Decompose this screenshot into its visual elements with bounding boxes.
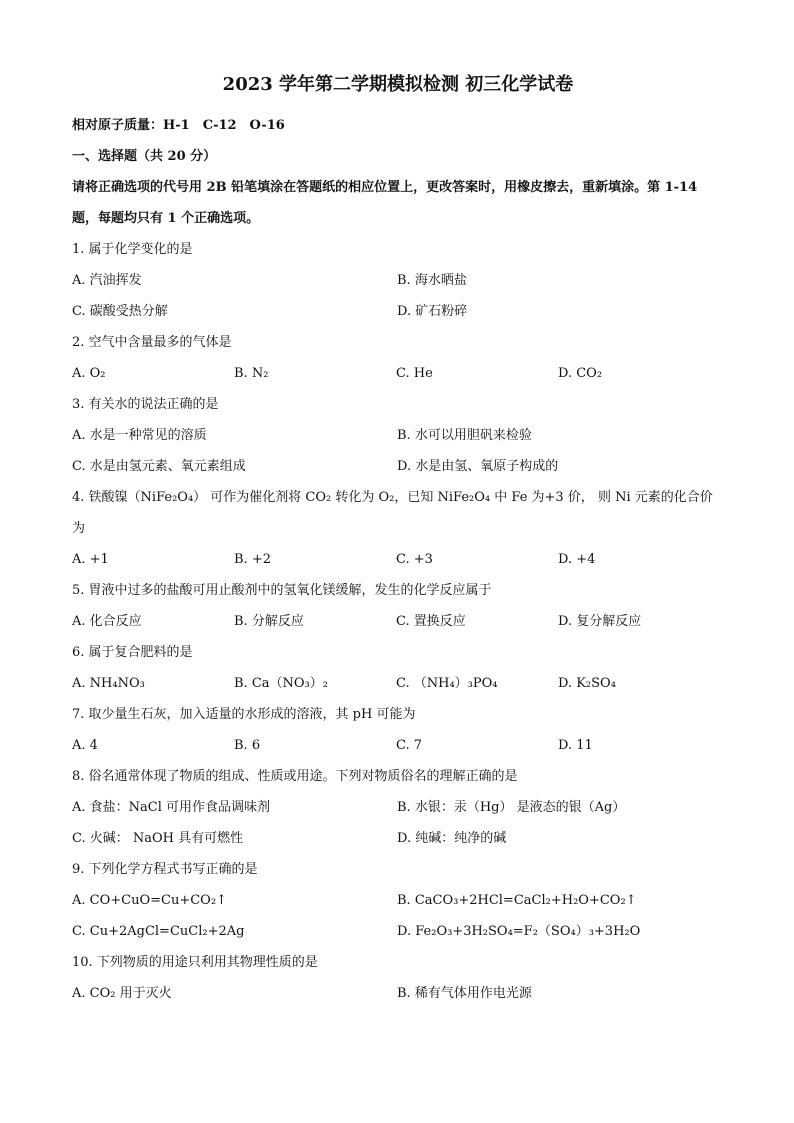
- option-c: C. 碳酸受热分解: [72, 304, 168, 319]
- option-row: [72, 916, 724, 947]
- option-row: [72, 668, 724, 699]
- question-stem: 10. 下列物质的用途只利用其物理性质的是: [72, 955, 318, 970]
- option-d: D. CO₂: [558, 366, 603, 381]
- option-row: [72, 358, 724, 389]
- option-row: [72, 544, 724, 575]
- option-row: [72, 730, 724, 761]
- question-stem: 3. 有关水的说法正确的是: [72, 397, 219, 412]
- option-row: [72, 823, 724, 854]
- option-a: A. 汽油挥发: [72, 273, 142, 288]
- option-d: D. 矿石粉碎: [397, 304, 468, 319]
- option-b: B. 稀有气体用作电光源: [397, 986, 532, 1001]
- option-b: B. 6: [234, 738, 261, 753]
- option-a: A. 4: [72, 738, 98, 753]
- option-d: D. 11: [558, 738, 593, 753]
- question-stem: 7. 取少量生石灰，加入适量的水形成的溶液，其 pH 可能为: [72, 707, 416, 722]
- option-d: D. +4: [558, 552, 596, 567]
- option-b: B. Ca（NO₃）₂: [234, 676, 328, 691]
- option-row: [72, 265, 724, 296]
- question-stem: 5. 胃液中过多的盐酸可用止酸剂中的氢氧化镁缓解，发生的化学反应属于: [72, 583, 492, 598]
- option-d: D. 水是由氢、氧原子构成的: [397, 459, 559, 474]
- option-b: B. N₂: [234, 366, 269, 381]
- option-a: A. CO₂ 用于灭火: [72, 986, 172, 1001]
- question-stem: 9. 下列化学方程式书写正确的是: [72, 862, 258, 877]
- option-a: A. CO+CuO=Cu+CO₂↑: [72, 893, 227, 908]
- option-b: B. +2: [234, 552, 271, 567]
- option-a: A. 水是一种常见的溶质: [72, 428, 207, 443]
- option-b: B. 水银：汞（Hg） 是液态的银（Ag）: [397, 800, 626, 815]
- option-a: A. O₂: [72, 366, 106, 381]
- option-a: A. 食盐：NaCl 可用作食品调味剂: [72, 800, 271, 815]
- option-row: [72, 792, 724, 823]
- option-d: D. 复分解反应: [558, 614, 642, 629]
- option-row: [72, 978, 724, 1009]
- option-b: B. 分解反应: [234, 614, 304, 629]
- exam-page: [72, 70, 724, 1009]
- question-stem: 4. 铁酸镍（NiFe₂O₄） 可作为催化剂将 CO₂ 转化为 O₂，已知 NiFe₂O₄ 中 Fe 为+3 价， 则 Ni 元素的化合价为: [72, 490, 713, 536]
- option-c: C. 火碱： NaOH 具有可燃性: [72, 831, 244, 846]
- option-c: C. 7: [396, 738, 423, 753]
- option-c: C. He: [396, 366, 433, 381]
- option-c: C. （NH₄）₃PO₄: [396, 676, 498, 691]
- option-b: B. 水可以用胆矾来检验: [397, 428, 532, 443]
- page-title: 2023 学年第二学期模拟检测 初三化学试卷: [222, 74, 574, 95]
- question-stem: 1. 属于化学变化的是: [72, 242, 193, 257]
- option-row: [72, 451, 724, 482]
- option-c: C. +3: [396, 552, 433, 567]
- option-d: D. 纯碱：纯净的碱: [397, 831, 507, 846]
- option-d: D. Fe₂O₃+3H₂SO₄=F₂（SO₄）₃+3H₂O: [397, 924, 641, 939]
- option-b: B. CaCO₃+2HCl=CaCl₂+H₂O+CO₂↑: [397, 893, 637, 908]
- question-stem: 2. 空气中含量最多的气体是: [72, 335, 232, 350]
- option-row: [72, 885, 724, 916]
- option-c: C. 水是由氢元素、氧元素组成: [72, 459, 246, 474]
- question-stem: 6. 属于复合肥料的是: [72, 645, 193, 660]
- option-a: A. 化合反应: [72, 614, 142, 629]
- option-c: C. Cu+2AgCl=CuCl₂+2Ag: [72, 924, 245, 939]
- option-b: B. 海水晒盐: [397, 273, 467, 288]
- option-d: D. K₂SO₄: [558, 676, 616, 691]
- section-heading: 一、选择题（共 20 分）: [72, 149, 217, 164]
- option-row: [72, 420, 724, 451]
- option-a: A. +1: [72, 552, 109, 567]
- option-c: C. 置换反应: [396, 614, 466, 629]
- option-a: A. NH₄NO₃: [72, 676, 145, 691]
- instructions: 请将正确选项的代号用 2B 铅笔填涂在答题纸的相应位置上，更改答案时，用橡皮擦去，重新填涂。第 1-14 题，每题均只有 1 个正确选项。: [72, 180, 698, 226]
- atomic-mass-line: 相对原子质量：H-1 C-12 O-16: [72, 118, 285, 133]
- option-row: [72, 296, 724, 327]
- option-row: [72, 606, 724, 637]
- question-stem: 8. 俗名通常体现了物质的组成、性质或用途。下列对物质俗名的理解正确的是: [72, 769, 518, 784]
